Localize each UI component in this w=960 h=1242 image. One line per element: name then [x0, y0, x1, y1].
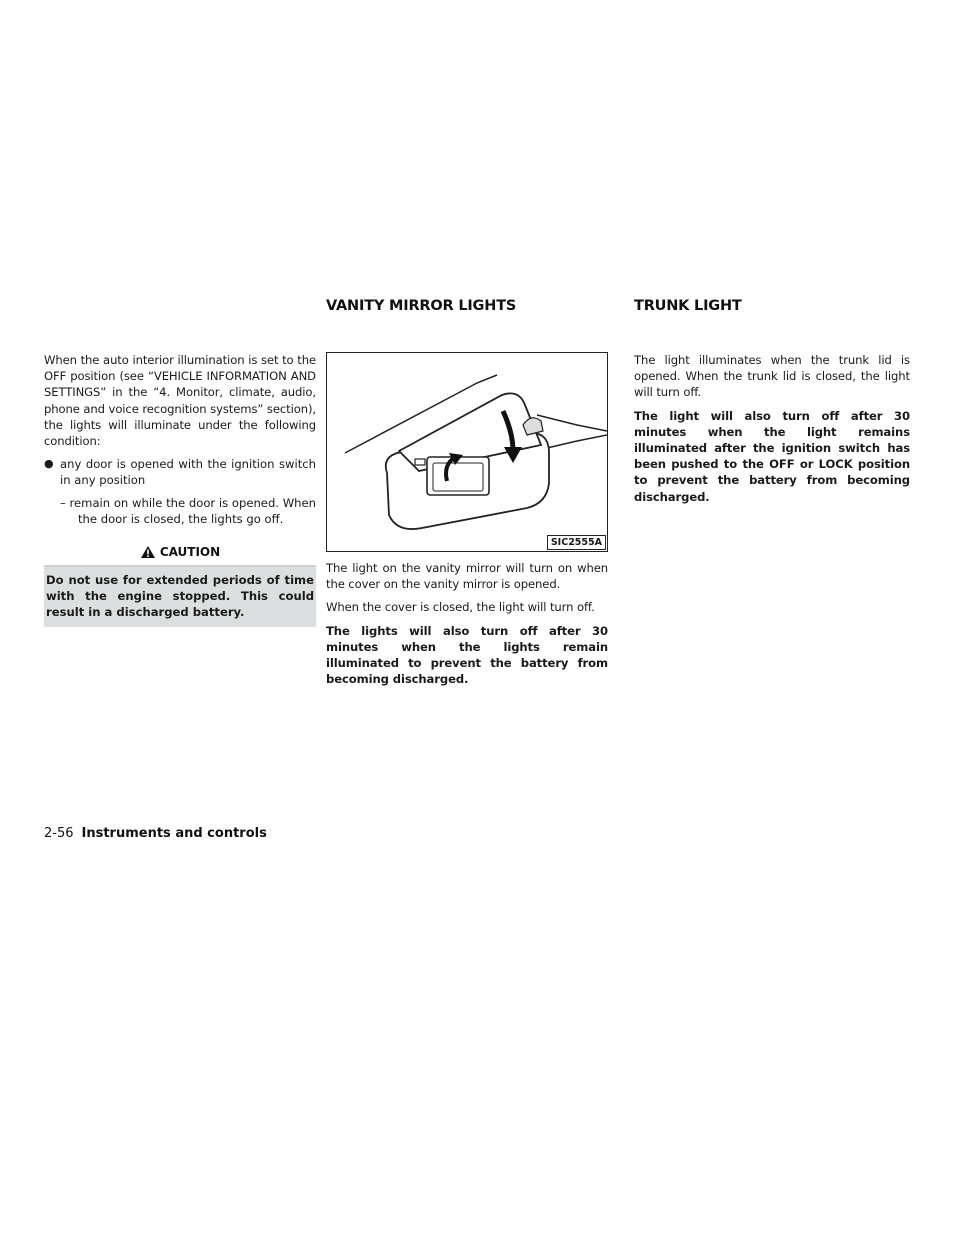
- bullet-icon: ●: [44, 457, 54, 471]
- bullet-item: [44, 456, 316, 488]
- figure-code-label: SIC2555A: [547, 535, 606, 550]
- section-name: Instruments and controls: [81, 826, 267, 841]
- intro-paragraph: When the auto interior illumination is set to the OFF position (see “VEHICLE INFORMATION AND SETTINGS” in the “4. Monitor, climate, audio, phone and voice recognition systems” section), the lights will illuminate under the following condition:: [44, 353, 316, 449]
- caution-box: [44, 541, 316, 627]
- page-number: 2-56: [44, 826, 74, 841]
- caution-text: Do not use for extended periods of time with the engine stopped. This could result in a discharged battery.: [44, 567, 316, 627]
- column-trunk-light: [634, 352, 910, 512]
- vanity-mirror-illustration: [327, 353, 607, 551]
- sub-item: – remain on while the door is opened. When the door is closed, the lights go off.: [60, 495, 316, 526]
- trunk-paragraph-2: The light will also turn off after 30 minutes when the light remains illuminated after the ignition switch has been pushed to the OFF or LOCK position to prevent the battery from becoming discharged.: [634, 408, 910, 504]
- vanity-paragraph-2: When the cover is closed, the light will turn off.: [326, 600, 595, 615]
- warning-triangle-icon: [140, 545, 156, 559]
- caution-header: [44, 541, 316, 563]
- bullet-text: any door is opened with the ignition switch in any position: [60, 457, 316, 488]
- vanity-paragraph-1: The light on the vanity mirror will turn on when the cover on the vanity mirror is opened.: [326, 561, 608, 592]
- trunk-paragraph-1: The light illuminates when the trunk lid is opened. When the trunk lid is closed, the light will turn off.: [634, 353, 910, 400]
- vanity-paragraph-3: The lights will also turn off after 30 minutes when the lights remain illuminated to prevent the battery from becoming discharged.: [326, 623, 608, 687]
- column-vanity-mirror: [326, 352, 608, 694]
- vanity-mirror-figure: [326, 352, 608, 552]
- page-footer: [44, 826, 267, 841]
- caution-title: CAUTION: [159, 545, 221, 560]
- column-interior-illumination: [44, 352, 316, 627]
- heading-vanity-mirror-lights: VANITY MIRROR LIGHTS: [326, 298, 517, 314]
- heading-trunk-light: TRUNK LIGHT: [634, 298, 742, 314]
